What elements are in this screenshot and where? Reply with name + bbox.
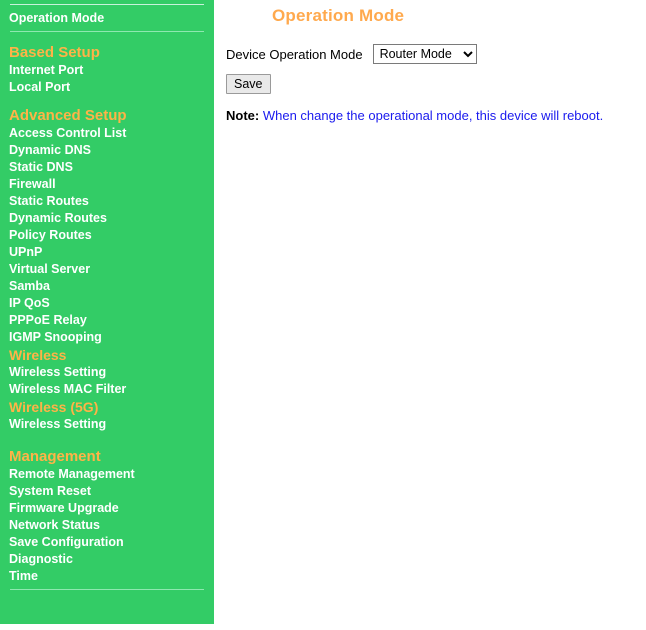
sidebar-heading-wireless-5g[interactable]: Wireless (5G) (9, 399, 99, 415)
sidebar-item-wireless-setting-5g[interactable]: Wireless Setting (9, 417, 107, 431)
sidebar-item-system-reset[interactable]: System Reset (9, 484, 91, 498)
sidebar-item-ip-qos[interactable]: IP QoS (9, 296, 50, 310)
device-operation-mode-select[interactable] (373, 44, 477, 64)
sidebar-item-wireless-setting[interactable]: Wireless Setting (9, 365, 107, 379)
sidebar-item-time[interactable]: Time (9, 569, 38, 583)
device-operation-mode-label: Device Operation Mode (226, 46, 363, 62)
sidebar-divider-1 (10, 31, 204, 32)
sidebar-item-diagnostic[interactable]: Diagnostic (9, 552, 73, 566)
save-row (226, 74, 646, 94)
sidebar-item-firewall[interactable]: Firewall (9, 177, 56, 191)
save-button[interactable]: Save (226, 74, 271, 94)
sidebar-item-samba[interactable]: Samba (9, 279, 50, 293)
note-text: When change the operational mode, this device will reboot. (262, 108, 604, 123)
sidebar-item-policy-routes[interactable]: Policy Routes (9, 228, 92, 242)
page-title: Operation Mode (272, 6, 405, 25)
device-operation-mode-row (226, 44, 646, 64)
sidebar-item-save-configuration[interactable]: Save Configuration (9, 535, 124, 549)
sidebar-item-local-port[interactable]: Local Port (9, 80, 71, 94)
sidebar-item-firmware-upgrade[interactable]: Firmware Upgrade (9, 501, 119, 515)
sidebar-item-igmp-snooping[interactable]: IGMP Snooping (9, 330, 102, 344)
sidebar-divider-bottom (10, 589, 204, 590)
sidebar-item-remote-management[interactable]: Remote Management (9, 467, 135, 481)
sidebar-item-network-status[interactable]: Network Status (9, 518, 100, 532)
sidebar-heading-management[interactable]: Management (9, 448, 101, 465)
sidebar-item-wireless-mac-filter[interactable]: Wireless MAC Filter (9, 382, 127, 396)
device-operation-mode-select-wrap (373, 44, 477, 64)
sidebar-item-dynamic-routes[interactable]: Dynamic Routes (9, 211, 107, 225)
sidebar-item-internet-port[interactable]: Internet Port (9, 63, 84, 77)
main-content (218, 0, 646, 630)
sidebar-item-upnp[interactable]: UPnP (9, 245, 43, 259)
sidebar-inner (0, 4, 214, 590)
spacer (8, 96, 206, 106)
sidebar-item-operation-mode[interactable]: Operation Mode (9, 11, 105, 25)
note (226, 108, 646, 123)
sidebar-item-static-dns[interactable]: Static DNS (9, 160, 73, 174)
sidebar-item-virtual-server[interactable]: Virtual Server (9, 262, 91, 276)
sidebar-divider-top (10, 4, 204, 5)
sidebar-item-pppoe-relay[interactable]: PPPoE Relay (9, 313, 87, 327)
sidebar-item-static-routes[interactable]: Static Routes (9, 194, 89, 208)
sidebar-heading-wireless[interactable]: Wireless (9, 347, 67, 363)
sidebar-heading-based-setup[interactable]: Based Setup (9, 44, 100, 61)
sidebar-item-access-control-list[interactable]: Access Control List (9, 126, 127, 140)
spacer (8, 433, 206, 447)
note-label: Note: (226, 108, 260, 123)
sidebar-heading-advanced-setup[interactable]: Advanced Setup (9, 107, 127, 124)
sidebar (0, 0, 216, 624)
sidebar-item-dynamic-dns[interactable]: Dynamic DNS (9, 143, 91, 157)
